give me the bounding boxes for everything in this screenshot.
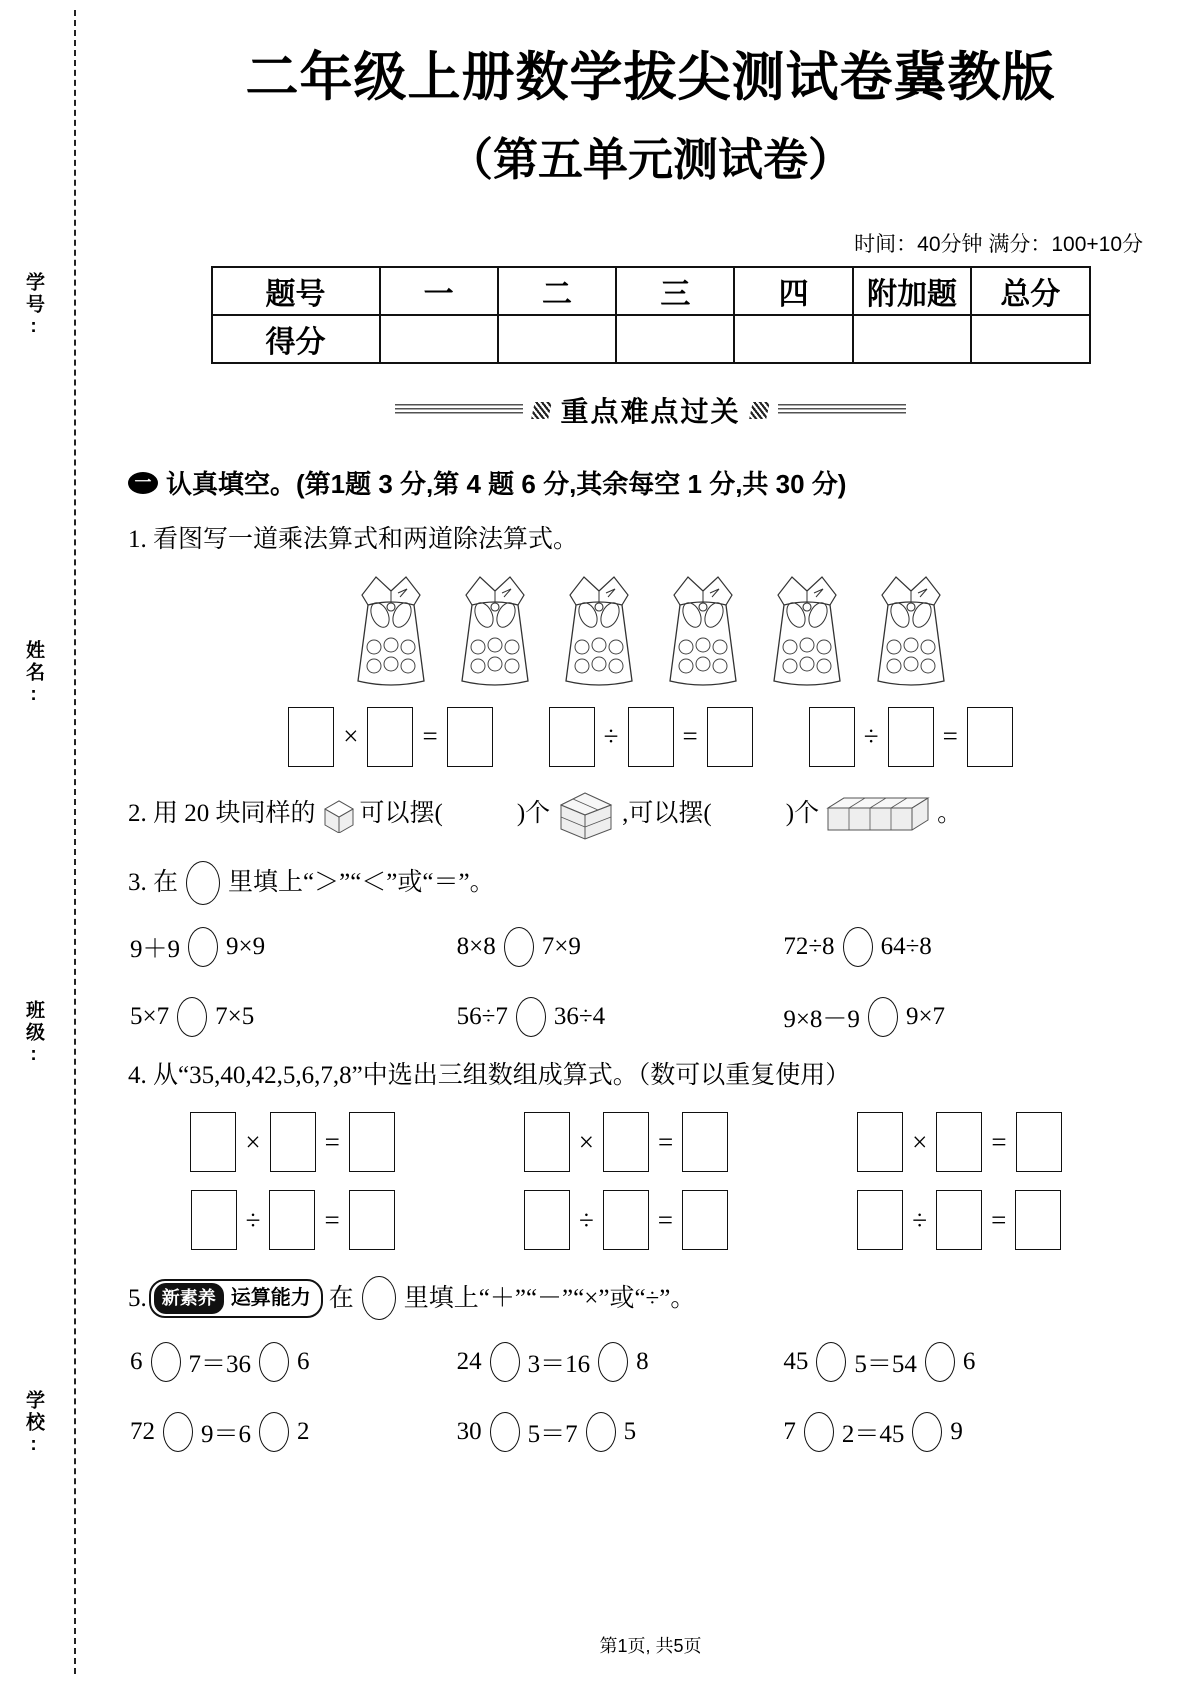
bag-icon	[766, 571, 848, 691]
answer-box[interactable]	[349, 1190, 395, 1250]
equals-symbol: =	[991, 1204, 1007, 1235]
score-col-1: 一	[380, 267, 498, 315]
answer-circle[interactable]	[925, 1342, 955, 1382]
operator-symbol: ÷	[245, 1204, 261, 1235]
banner-ornament-left-icon	[532, 402, 553, 419]
expr-b: 3＝16	[527, 1351, 591, 1379]
operator-fill-item	[783, 1342, 1110, 1382]
score-cell-2[interactable]	[498, 315, 616, 363]
operator-fill-item	[130, 1412, 457, 1452]
question-2-mid2: )个	[516, 800, 551, 828]
equals-symbol: =	[682, 721, 698, 752]
question-5-number: 5.	[128, 1284, 147, 1312]
operator-symbol: ×	[343, 721, 359, 752]
expr-a: 7	[783, 1418, 796, 1446]
badge-new-literacy: 新素养	[154, 1283, 224, 1314]
page-footer: 第1页, 共5页	[599, 1636, 702, 1656]
question-1-illustration	[110, 571, 1191, 691]
comparison-right: 9×7	[905, 1002, 946, 1030]
score-col-3: 三	[616, 267, 734, 315]
field-school: 学校:	[23, 1390, 44, 1458]
answer-box[interactable]	[682, 1190, 728, 1250]
comparison-left: 72÷8	[783, 932, 835, 960]
question-2-prefix: 2. 用 20 块同样的	[128, 800, 316, 828]
table-row-header	[212, 267, 1090, 315]
answer-box[interactable]	[1015, 1190, 1061, 1250]
equals-symbol: =	[324, 1126, 340, 1157]
score-cell-3[interactable]	[616, 315, 734, 363]
answer-box[interactable]	[288, 707, 334, 767]
bag-icon	[870, 571, 952, 691]
page-title: 二年级上册数学拔尖测试卷冀教版	[245, 48, 1056, 107]
section-banner	[110, 390, 1191, 430]
question-5-expressions	[130, 1342, 1110, 1452]
q4-division-equation	[857, 1190, 1061, 1250]
question-3	[128, 861, 1191, 905]
operator-fill-item	[457, 1412, 784, 1452]
bag-icon	[350, 571, 432, 691]
banner-ornament-right-icon	[749, 402, 770, 419]
banner-rule-left	[395, 404, 523, 416]
question-5-text-b: 里填上“＋”“－”“×”或“÷”。	[403, 1284, 696, 1312]
score-cell-bonus[interactable]	[853, 315, 971, 363]
q4-division-equation	[191, 1190, 395, 1250]
expr-a: 6	[130, 1348, 143, 1376]
bag-icon	[558, 571, 640, 691]
banner-rule-right	[778, 404, 906, 416]
competency-badge	[149, 1279, 323, 1318]
question-4-division-row	[126, 1190, 1126, 1250]
section-one-title: 认真填空。(第1题 3 分,第 4 题 6 分,其余每空 1 分,共 30 分)	[166, 469, 847, 500]
answer-box[interactable]	[447, 707, 493, 767]
question-3-text-a: 3. 在	[128, 869, 179, 897]
section-one-heading	[128, 464, 1191, 501]
answer-box[interactable]	[682, 1112, 728, 1172]
answer-box[interactable]	[524, 1112, 570, 1172]
comparison-right: 36÷4	[553, 1002, 606, 1030]
answer-box[interactable]	[707, 707, 753, 767]
comparison-left: 9×8－9	[783, 1005, 860, 1033]
expr-b: 5＝54	[854, 1351, 917, 1379]
answer-box[interactable]	[936, 1112, 982, 1172]
question-3-comparisons	[130, 927, 1110, 1037]
comparison-item	[783, 997, 1110, 1037]
question-3-text-b: 里填上“＞”“＜”或“＝”。	[228, 869, 495, 897]
expr-a: 72	[130, 1418, 155, 1446]
expr-a: 24	[456, 1348, 482, 1376]
score-col-2: 二	[498, 267, 616, 315]
answer-circle[interactable]	[259, 1342, 289, 1382]
question-2	[128, 787, 1191, 841]
q1-expression-division-1	[549, 707, 753, 767]
operator-fill-item	[130, 1342, 457, 1382]
answer-circle[interactable]	[843, 927, 873, 967]
answer-box[interactable]	[1016, 1112, 1062, 1172]
comparison-right: 9×9	[226, 932, 266, 960]
answer-circle[interactable]	[504, 927, 534, 967]
answer-box[interactable]	[857, 1112, 903, 1172]
answer-box[interactable]	[190, 1112, 236, 1172]
bag-icon	[454, 571, 536, 691]
dashed-fold-line	[74, 10, 76, 1674]
operator-symbol: ÷	[578, 1204, 594, 1235]
answer-circle[interactable]	[362, 1276, 396, 1320]
answer-circle[interactable]	[151, 1342, 181, 1382]
bag-icon	[662, 571, 744, 691]
comparison-item	[457, 997, 784, 1037]
section-number-badge: 一	[128, 472, 158, 494]
answer-circle[interactable]	[490, 1342, 520, 1382]
expr-c: 5	[623, 1418, 637, 1446]
answer-box[interactable]	[603, 1112, 649, 1172]
answer-box[interactable]	[549, 707, 595, 767]
answer-circle[interactable]	[259, 1412, 289, 1452]
operator-symbol: ×	[245, 1126, 261, 1157]
score-cell-4[interactable]	[734, 315, 852, 363]
score-table-label-number: 题号	[212, 267, 380, 315]
question-4-text: 4. 从“35,40,42,5,6,7,8”中选出三组数组成算式。（数可以重复使用）	[128, 1061, 851, 1089]
operator-symbol: ×	[578, 1126, 594, 1157]
comparison-right: 7×5	[215, 1002, 255, 1030]
answer-box[interactable]	[967, 707, 1013, 767]
badge-computation-ability: 运算能力	[230, 1287, 311, 1310]
expr-b: 9＝6	[201, 1421, 252, 1449]
comparison-right: 64÷8	[880, 932, 932, 960]
answer-box[interactable]	[936, 1190, 982, 1250]
comparison-right: 7×9	[541, 932, 581, 960]
operator-symbol: ×	[912, 1126, 928, 1157]
operator-fill-item	[457, 1342, 784, 1382]
question-5	[128, 1276, 1191, 1320]
q1-expression-division-2	[809, 707, 1013, 767]
score-cell-1[interactable]	[380, 315, 498, 363]
answer-box[interactable]	[857, 1190, 903, 1250]
q1-expression-multiplication	[288, 707, 492, 767]
table-row-score	[212, 315, 1090, 363]
operator-symbol: ÷	[603, 721, 619, 752]
answer-box[interactable]	[349, 1112, 395, 1172]
question-1-text: 1. 看图写一道乘法算式和两道除法算式。	[128, 526, 579, 554]
banner-text: 重点难点过关	[560, 396, 741, 428]
binding-strip	[0, 0, 110, 1684]
answer-box[interactable]	[367, 707, 413, 767]
answer-box[interactable]	[191, 1190, 237, 1250]
question-4-multiplication-row	[126, 1112, 1126, 1172]
answer-box[interactable]	[603, 1190, 649, 1250]
answer-box[interactable]	[524, 1190, 570, 1250]
q4-multiplication-equation	[524, 1112, 728, 1172]
expr-c: 6	[962, 1348, 976, 1376]
expr-b: 2＝45	[841, 1421, 905, 1449]
q4-division-equation	[524, 1190, 728, 1250]
question-2-mid3: ,可以摆(	[622, 800, 712, 828]
answer-circle[interactable]	[868, 997, 898, 1037]
answer-circle[interactable]	[598, 1342, 628, 1382]
expr-b: 7＝36	[188, 1351, 252, 1379]
expr-c: 9	[950, 1418, 963, 1446]
answer-circle[interactable]	[188, 927, 218, 967]
cube-2x2x2-icon	[553, 787, 619, 841]
q4-multiplication-equation	[190, 1112, 394, 1172]
expr-a: 30	[456, 1418, 482, 1446]
score-cell-total[interactable]	[971, 315, 1089, 363]
question-2-mid4: )个	[785, 800, 820, 828]
q4-multiplication-equation	[857, 1112, 1061, 1172]
operator-symbol: ÷	[912, 1204, 928, 1235]
cube-row-icon	[822, 792, 934, 836]
question-1-answer-row	[110, 707, 1191, 767]
worksheet-page	[110, 0, 1191, 1684]
score-col-bonus: 附加题	[853, 267, 971, 315]
field-class: 班级:	[23, 1000, 44, 1068]
expr-c: 6	[297, 1348, 310, 1376]
answer-circle[interactable]	[490, 1412, 520, 1452]
question-2-mid1: 可以摆(	[359, 800, 443, 828]
field-student-number: 学号:	[23, 272, 44, 340]
answer-box[interactable]	[270, 1112, 316, 1172]
answer-box[interactable]	[269, 1190, 315, 1250]
comparison-item	[130, 997, 457, 1037]
expr-c: 8	[636, 1348, 649, 1376]
score-table-label-score: 得分	[212, 315, 380, 363]
answer-circle[interactable]	[804, 1412, 834, 1452]
comparison-left: 8×8	[456, 932, 496, 960]
comparison-item	[130, 927, 457, 967]
answer-circle[interactable]	[163, 1412, 193, 1452]
equals-symbol: =	[422, 721, 438, 752]
operator-fill-item	[783, 1412, 1110, 1452]
answer-circle[interactable]	[516, 997, 546, 1037]
page-subtitle: （第五单元测试卷）	[447, 134, 853, 186]
expr-b: 5＝7	[527, 1421, 578, 1449]
answer-box[interactable]	[888, 707, 934, 767]
comparison-left: 56÷7	[456, 1002, 508, 1030]
answer-circle[interactable]	[586, 1412, 616, 1452]
score-col-total: 总分	[971, 267, 1089, 315]
operator-symbol: ÷	[863, 721, 879, 752]
question-2-suffix: 。	[937, 800, 963, 828]
equals-symbol: =	[657, 1126, 674, 1157]
answer-circle[interactable]	[177, 997, 207, 1037]
expr-a: 45	[783, 1348, 809, 1376]
answer-box[interactable]	[809, 707, 855, 767]
field-name: 姓名:	[23, 640, 44, 708]
time-and-total-score: 时间：40分钟 满分：100+10分	[854, 233, 1143, 257]
comparison-left: 5×7	[130, 1002, 170, 1030]
score-col-4: 四	[734, 267, 852, 315]
answer-circle[interactable]	[816, 1342, 846, 1382]
answer-box[interactable]	[628, 707, 674, 767]
single-cube-icon	[319, 795, 357, 833]
equals-symbol: =	[324, 1204, 340, 1235]
comparison-left: 9＋9	[130, 935, 181, 963]
equals-symbol: =	[657, 1204, 674, 1235]
answer-circle[interactable]	[186, 861, 220, 905]
comparison-item	[457, 927, 784, 967]
question-5-text-a: 在	[328, 1284, 354, 1312]
answer-circle[interactable]	[912, 1412, 942, 1452]
equals-symbol: =	[942, 721, 958, 752]
equals-symbol: =	[991, 1126, 1007, 1157]
score-table	[211, 266, 1091, 364]
comparison-item	[783, 927, 1110, 967]
expr-c: 2	[297, 1418, 310, 1446]
